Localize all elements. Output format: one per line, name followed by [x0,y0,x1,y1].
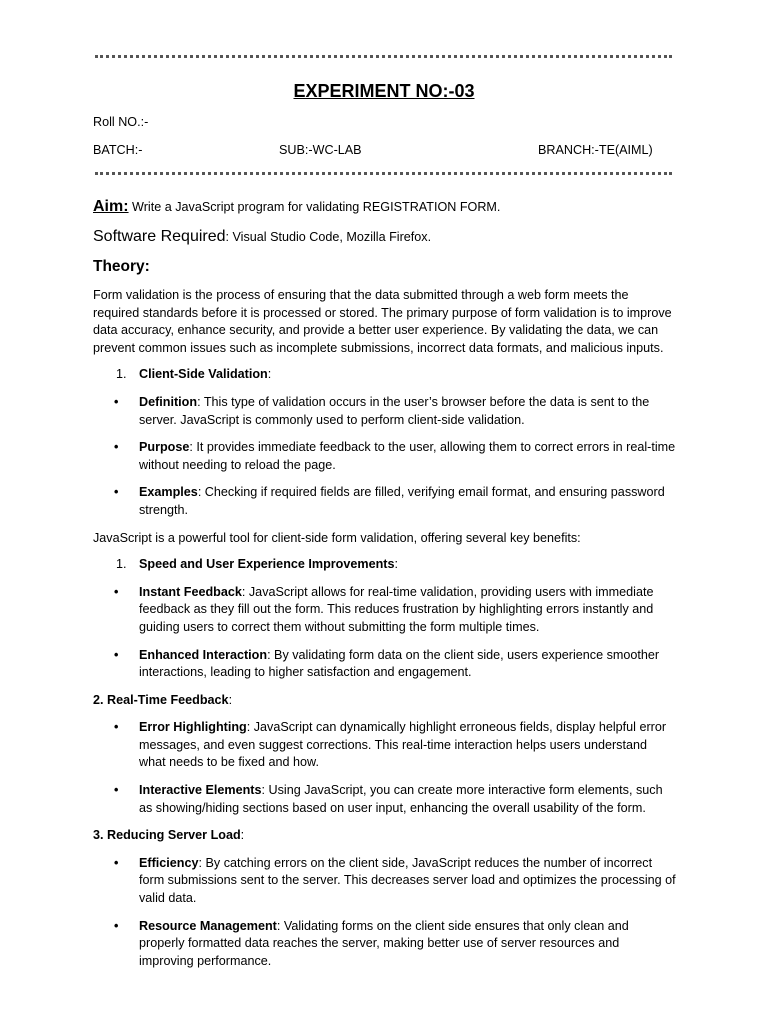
bullet-term: Examples [139,485,198,500]
theory-intro: Form validation is the process of ensuring that the data submitted through a web form meets the required standards before it is processed or stored. The primary purpose of form validation is to improve data accuracy, enhance security, and provide a better user experience. By validating the data, we can prevent common issues such as incomplete submissions, incorrect data formats, and malicious inputs. [93,288,672,355]
header-dotted-rule [95,172,672,175]
bullet-icon: • [114,485,119,500]
bullet-text: : Checking if required fields are filled, verifying email format, and ensuring password strength. [139,485,665,517]
list-item [93,394,676,429]
theory-heading: Theory: [93,258,150,275]
branch-label: BRANCH:-TE(AIML) [538,143,653,157]
bullet-text: : Validating forms on the client side ensures that only clean and properly formatted data reaches the server, making better use of server resources and improving performance. [139,918,629,968]
list-item [93,584,676,637]
bullet-icon: • [114,720,119,735]
bullet-term: Resource Management [139,918,277,933]
aim-line [93,196,676,218]
bullet-icon: • [114,440,119,455]
benefits-intro: JavaScript is a powerful tool for client-side form validation, offering several key benefits: [93,530,581,545]
heading-suffix: : [267,367,272,382]
experiment-title: EXPERIMENT NO:-03 [293,81,475,101]
bullet-text: : JavaScript can dynamically highlight erroneous fields, display helpful error messages, and even suggest corrections. This real-time interaction helps users understand what needs to be fixed and how. [139,720,667,770]
bullet-text: : It provides immediate feedback to the user, allowing them to correct errors in real-time without needing to reload the page. [139,440,676,472]
list-number: 1. [116,557,127,572]
software-text: : Visual Studio Code, Mozilla Firefox. [225,230,432,244]
bullet-text: : JavaScript allows for real-time validation, providing users with immediate feedback as they fill out the form. This reduces frustration by highlighting errors instantly and guiding users to correct them without submitting the form multiple times. [139,584,654,634]
bullet-text: : Using JavaScript, you can create more interactive form elements, such as showing/hiding sections based on user input, enhancing the overall usability of the form. [139,783,663,815]
subject-label: SUB:-WC-LAB [279,143,362,157]
speed-heading [93,556,676,574]
bullet-term: Interactive Elements [139,783,262,798]
list-item [93,918,676,971]
list-item [93,439,676,474]
aim-text: Write a JavaScript program for validating REGISTRATION FORM. [128,200,501,214]
list-item [93,855,676,908]
aim-label: Aim: [93,198,129,215]
bullet-icon: • [114,783,119,798]
bullet-icon: • [114,918,119,933]
bullet-term: Definition [139,394,198,409]
bullet-icon: • [114,394,119,409]
bullet-text: : By validating form data on the client side, users experience smoother interactions, leading to higher satisfaction and engagement. [139,647,660,680]
bullet-text: : This type of validation occurs in the user’s browser before the data is sent to the server. JavaScript is commonly used to perform client-side validation. [139,394,650,427]
batch-label: BATCH:- [93,143,143,157]
heading-suffix: : [228,692,233,707]
bullet-term: Enhanced Interaction [139,647,268,662]
bullet-icon: • [114,855,119,870]
list-item [93,719,676,772]
heading-suffix: : [240,828,245,843]
document-body [93,196,676,980]
bullet-term: Purpose [139,440,190,455]
bullet-term: Error Highlighting [139,720,247,735]
real-time-heading [93,692,676,710]
client-side-heading [93,366,676,384]
list-number: 1. [116,367,127,382]
bullet-icon: • [114,647,119,662]
roll-no-label: Roll NO.:- [93,115,149,129]
heading-title: 3. Reducing Server Load [93,828,241,843]
bullet-icon: • [114,584,119,599]
list-item [93,647,676,682]
heading-title: Client-Side Validation [139,367,268,382]
list-item [93,484,676,519]
heading-title: Speed and User Experience Improvements [139,557,395,572]
bullet-text: : By catching errors on the client side, JavaScript reduces the number of incorrect form submissions sent to the server. This decreases server load and optimizes the processing of valid data. [139,855,676,906]
bullet-term: Instant Feedback [139,584,242,599]
list-item [93,782,676,817]
heading-suffix: : [394,557,398,572]
software-line [93,226,676,248]
software-label: Software Required [93,228,226,245]
heading-title: 2. Real-Time Feedback [93,692,229,707]
top-dotted-rule [95,55,672,58]
server-load-heading [93,827,676,845]
bullet-term: Efficiency [139,855,199,870]
